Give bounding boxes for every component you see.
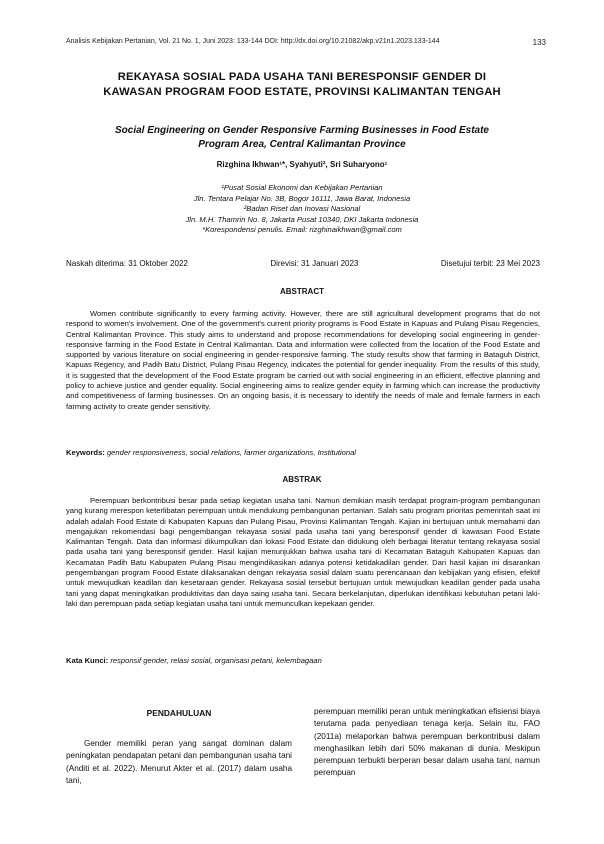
abstract-text: Women contribute significantly to every farming activity. However, there are still agricultural development programs that do not respond to women's involvement. One of the government's current priority programs is Food Estate in Kapuas and Pulang Pisau Regencies, Central Kalimantan Province. This study aims to understand and propose recommendations for developing social engineering in gender-responsive farming in the Food Estate in Central Kalimantan. Data and information were collected from the location of the Food Estate and supported by various literature on social engineering in gender-responsive farming. The study results show that farming in Bataguh District, Kapuas Regency, and Padih Batu District, Pulang Pisau Regency, indicates the potential for gender inequality. From the results of this study, it is suggested that the development of the Food Estate program be carried out with social engineering in an efficient, effective planning and policy to achieve justice and gender equality. Social engineering aims to realize gender equity in farming which can increase the productivity and competitiveness of farming businesses. On an ongoing basis, it is necessary to identify the needs of male and female farmers in each farming activity to create gender sensitivity.	[66, 309, 540, 411]
title-line-1: REKAYASA SOSIAL PADA USAHA TANI BERESPONSIF GENDER DI	[117, 71, 487, 83]
abstrak-heading: ABSTRAK	[282, 475, 322, 484]
right-column	[314, 706, 540, 780]
abstrak-text: Perempuan berkontribusi besar pada setiap kegiatan usaha tani. Namun demikian masih terdapat program-program pembangunan yang kurang merespon keterlibatan perempuan untuk mendukung pembangunan pertanian. Salah satu program prioritas pemerintah saat ini adalah adalah Food Estate di Kabupaten Kapuas dan Pulang Pisau, Provinsi Kalimantan Tengah. Kajian ini bertujuan untuk memahami dan mengajukan rekomendasi bagi pengembangan rekayasa sosial pada usaha tani yang beresponsif gender di kawasan Food Estate Kalimantan Tengah. Data dan informasi dikumpulkan dari lokasi Food Estate dan didukung oleh berbagai literatur tentang rekayasa sosial pada usaha tani yang beresponsif gender. Hasil kajian menunjukkan bahwa usaha tani di Kecamatan Bataguh Kabupaten Kapuas dan Kecamatan Padih Batu Kabupaten Pulang Pisau mengindikasikan adanya potensi ketidakadilan gender. Dari hasil kajian ini disarankan pengembangan program Foood Estate dilaksanakan dengan rekayasa sosial dalam suatu perencanaan dan kebijakan yang efisien, efektif untuk mewujudkan keadilan dan kesetaraan gender. Rekayasa sosial tersebut bertujuan untuk mewujudkan keadilan gender pada usaha tani yang dapat meningkatkan produktivitas dan daya saing usaha tani. Secara berkelanjutan, diperlukan identifikasi kebutuhan petani laki-laki dan perempuan pada setiap kegiatan usaha tani untuk memunculkan kepekaan gender.	[66, 496, 540, 608]
abstrak-keywords	[66, 656, 540, 665]
affiliation-line: Jln. M.H. Thamrin No. 8, Jakarta Pusat 10340, DKI Jakarta Indonesia	[185, 214, 419, 224]
section-heading-pendahuluan: PENDAHULUAN	[146, 708, 212, 718]
left-column	[66, 708, 292, 787]
keywords-label: Keywords:	[66, 448, 105, 457]
journal-citation: Analisis Kebijakan Pertanian, Vol. 21 No. 1, Juni 2023: 133-144 DOI: http://dx.doi.org/10.21082/akp.v21n1.2023.133-144	[66, 38, 440, 45]
abstrak-body	[66, 496, 540, 609]
english-title-line-2: Program Area, Central Kalimantan Province	[198, 139, 406, 150]
keywords-text: gender responsiveness, social relations, farmer organizations, Institutional	[106, 448, 356, 457]
received-date: Naskah diterima: 31 Oktober 2022	[66, 259, 188, 268]
running-header	[66, 38, 546, 45]
abstract-heading: ABSTRACT	[280, 287, 324, 296]
kata-kunci-text: responsif gender, relasi sosial, organisasi petani, kelembagaan	[110, 656, 322, 665]
english-title-line-1: Social Engineering on Gender Responsive Farming Businesses in Food Estate	[115, 125, 489, 136]
abstract-body	[66, 309, 540, 412]
title-line-2: KAWASAN PROGRAM FOOD ESTATE, PROVINSI KALIMANTAN TENGAH	[103, 86, 501, 98]
abstract-keywords	[66, 448, 540, 457]
accepted-date: Disetujui terbit: 23 Mei 2023	[440, 259, 540, 268]
left-column-text: Gender memiliki peran yang sangat dominan dalam peningkatan pendapatan petani dan pembangunan usaha tani (Anditi et al. 2022). Menurut Akter et al. (2017) dalam usaha tani,	[66, 739, 292, 785]
kata-kunci-label: Kata Kunci:	[66, 656, 109, 665]
english-title	[60, 124, 544, 152]
affiliation-line: ²Badan Riset dan Inovasi Nasional	[243, 204, 361, 214]
affiliation-line: Jln. Tentara Pelajar No. 3B, Bogor 16111, Jawa Barat, Indonesia	[193, 193, 411, 203]
affiliation-line: ¹Pusat Sosial Ekonomi dan Kebijakan Pertanian	[221, 183, 383, 192]
manuscript-dates	[66, 259, 540, 268]
right-column-text: perempuan memiliki peran untuk meningkatkan efisiensi biaya terutama pada penyediaan tenaga kerja. Selain itu, FAO (2011a) melaporkan bahwa perempuan berkontribusi dalam menghasilkan lebih dari 50% makanan di dunia. Meskipun perempuan terbukti berperan besar dalam usaha tani, namun perempuan	[314, 707, 540, 778]
author-list: Rizghina Ikhwan¹*, Syahyuti², Sri Suharyono¹	[216, 160, 388, 169]
paper-title	[60, 70, 544, 100]
revised-date: Direvisi: 31 Januari 2023	[270, 259, 359, 268]
page-number: 133	[532, 38, 546, 47]
correspondence-line: *Korespondensi penulis. Email: rizghinaikhwan@gmail.com	[202, 225, 402, 235]
affiliations	[60, 183, 544, 236]
